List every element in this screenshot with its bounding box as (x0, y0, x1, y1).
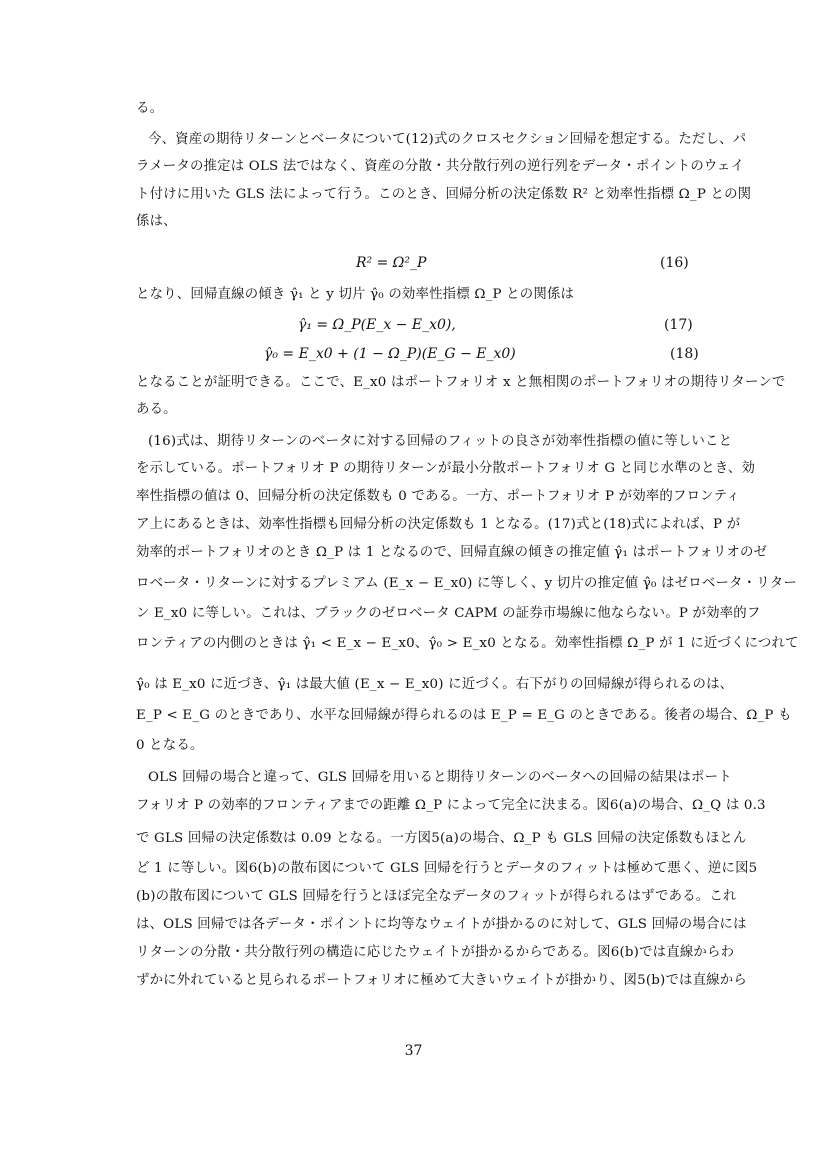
equation-18-number: (18) (670, 346, 699, 362)
text-line: リターンの分散・共分散行列の構造に応じたウェイトが掛かるからである。図6(b)では直線からわ (136, 945, 735, 960)
text-line: γ̂₀ は E_x0 に近づき、γ̂₁ は最大値 (E_x − E_x0) に近づく。右下がりの回帰線が得られるのは、 (136, 677, 734, 692)
text-line: る。 (136, 101, 164, 116)
text-line: (16)式は、期待リターンのベータに対する回帰のフィットの良さが効率性指標の値に等しいこと (148, 434, 733, 449)
text-line: で GLS 回帰の決定係数は 0.09 となる。一方図5(a)の場合、Ω_P も GLS 回帰の決定係数もほとん (136, 831, 747, 846)
text-line: ロベータ・リターンに対するプレミアム (E_x − E_x0) に等しく、y 切片の推定値 γ̂₀ はゼロベータ・リター (136, 576, 797, 591)
text-line: となり、回帰直線の傾き γ̂₁ と y 切片 γ̂₀ の効率性指標 Ω_P との関係は (136, 287, 575, 302)
text-line: ある。 (136, 402, 177, 417)
text-line: 係は、 (136, 214, 177, 229)
text-line: 0 となる。 (136, 738, 204, 753)
text-line: ン E_x0 に等しい。これは、ブラックのゼロベータ CAPM の証券市場線に他ならない。P が効率的フ (136, 606, 761, 621)
page-number: 37 (404, 1043, 423, 1059)
text-line: 今、資産の期待リターンとベータについて(12)式のクロスセクション回帰を想定する。ただし、パ (148, 132, 747, 147)
equation-17: γ̂₁ = Ω_P(E_x − E_x0), (298, 317, 456, 333)
text-line: ど 1 に等しい。図6(b)の散布図について GLS 回帰を行うとデータのフィットは極めて悪く、逆に図5 (136, 861, 758, 876)
text-line: を示している。ポートフォリオ P の期待リターンが最小分散ポートフォリオ G と同じ水準のとき、効 (136, 461, 756, 476)
text-line: は、OLS 回帰では各データ・ポイントに均等なウェイトが掛かるのに対して、GLS 回帰の場合には (136, 917, 747, 932)
text-line: E_P < E_G のときであり、水平な回帰線が得られるのは E_P = E_G のときである。後者の場合、Ω_P も (136, 708, 792, 723)
text-line: ずかに外れていると見られるポートフォリオに極めて大きいウェイトが掛かり、図5(b)では直線から (136, 973, 747, 988)
equation-18: γ̂₀ = E_x0 + (1 − Ω_P)(E_G − E_x0) (264, 346, 516, 362)
text-line: (b)の散布図について GLS 回帰を行うとほぼ完全なデータのフィットが得られるはずである。これ (136, 889, 737, 904)
text-line: ア上にあるときは、効率性指標も回帰分析の決定係数も 1 となる。(17)式と(18)式によれば、P が (136, 517, 741, 532)
text-line: ト付けに用いた GLS 法によって行う。このとき、回帰分析の決定係数 R² と効率性指標 Ω_P との関 (136, 187, 752, 202)
text-line: ラメータの推定は OLS 法ではなく、資産の分散・共分散行列の逆行列をデータ・ポイントのウェイ (136, 159, 745, 174)
equation-16: R² = Ω²_P (356, 255, 427, 271)
text-line: となることが証明できる。ここで、E_x0 はポートフォリオ x と無相関のポートフォリオの期待リターンで (136, 375, 786, 390)
text-line: 効率的ポートフォリオのとき Ω_P は 1 となるので、回帰直線の傾きの推定値 γ̂₁ はポートフォリオのゼ (136, 545, 768, 560)
text-line: ロンティアの内側のときは γ̂₁ < E_x − E_x0、γ̂₀ > E_x0 となる。効率性指標 Ω_P が 1 に近づくにつれて (136, 636, 799, 651)
text-line: 率性指標の値は 0、回帰分析の決定係数も 0 である。一方、ポートフォリオ P が効率的フロンティ (136, 489, 740, 504)
equation-16-number: (16) (660, 255, 689, 271)
equation-17-number: (17) (664, 317, 693, 333)
text-line: OLS 回帰の場合と違って、GLS 回帰を用いると期待リターンのベータへの回帰の結果はポート (148, 770, 732, 785)
text-line: フォリオ P の効率的フロンティアまでの距離 Ω_P によって完全に決まる。図6(a)の場合、Ω_Q は 0.3 (136, 798, 766, 813)
